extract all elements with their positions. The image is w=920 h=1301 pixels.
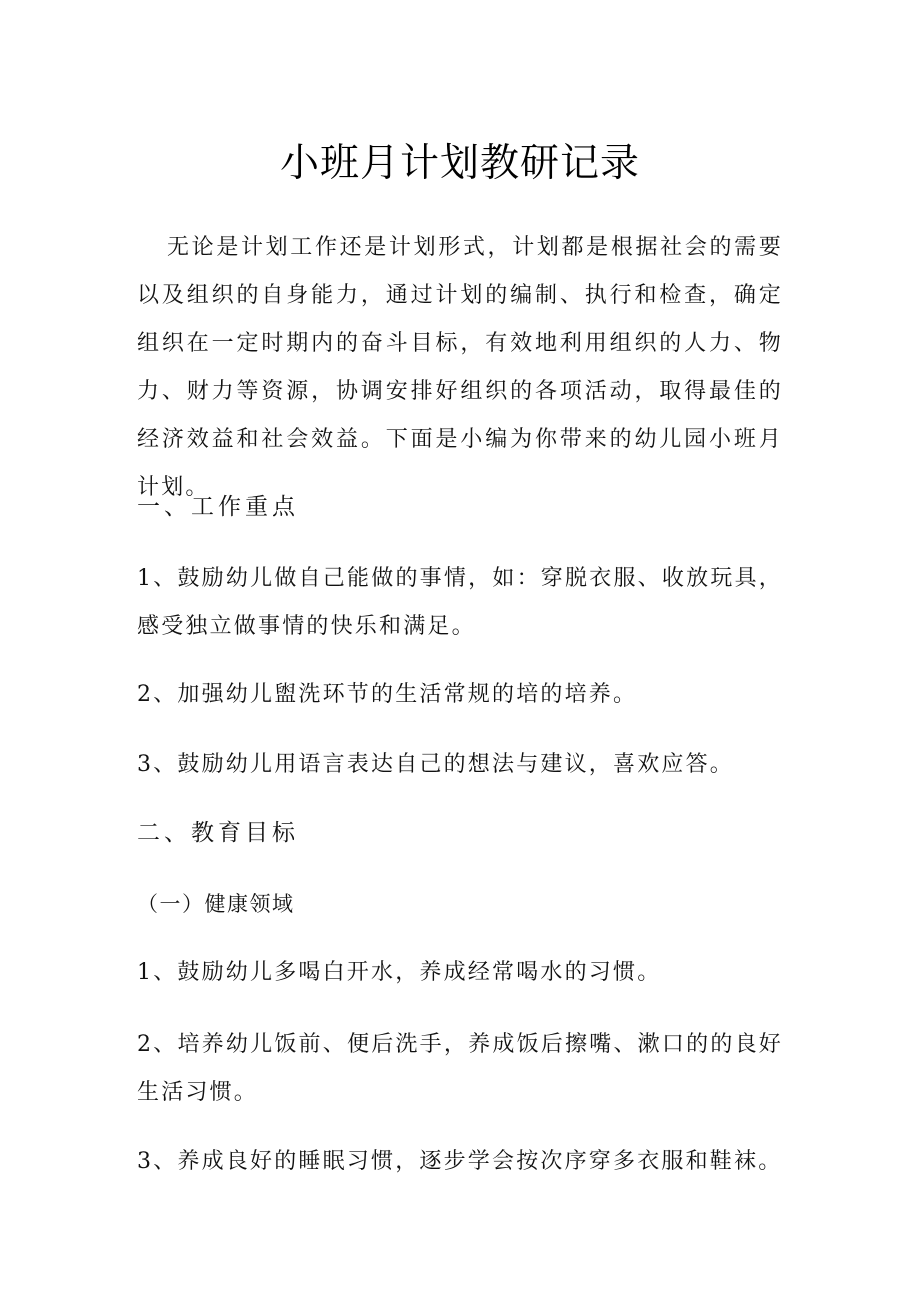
health-goal-item-2: 2、培养幼儿饭前、便后洗手，养成饭后擦嘴、漱口的的良好生活习惯。	[137, 1032, 783, 1105]
section-heading-education-goals: 二、教育目标	[137, 820, 299, 846]
work-focus-item-2: 2、加强幼儿盥洗环节的生活常规的培的培养。	[137, 682, 638, 707]
health-goal-item-1: 1、鼓励幼儿多喝白开水，养成经常喝水的习惯。	[137, 960, 662, 985]
work-focus-item-1: 1、鼓励幼儿做自己能做的事情，如：穿脱衣服、收放玩具，感受独立做事情的快乐和满足。	[137, 566, 783, 639]
work-focus-item-3: 3、鼓励幼儿用语言表达自己的想法与建议，喜欢应答。	[137, 752, 734, 777]
section-heading-work-focus: 一、工作重点	[137, 494, 299, 520]
subheading-health-domain: （一）健康领域	[137, 892, 295, 916]
health-goal-item-3: 3、养成良好的睡眠习惯，逐步学会按次序穿多衣服和鞋袜。	[137, 1149, 783, 1174]
intro-paragraph: 无论是计划工作还是计划形式，计划都是根据社会的需要以及组织的自身能力，通过计划的编制、执行和检查，确定组织在一定时期内的奋斗目标，有效地利用组织的人力、物力、财力等资源，协调安排好组织的各项活动，取得最佳的经济效益和社会效益。下面是小编为你带来的幼儿园小班月计划。	[137, 235, 783, 500]
document-title: 小班月计划教研记录	[279, 141, 640, 186]
